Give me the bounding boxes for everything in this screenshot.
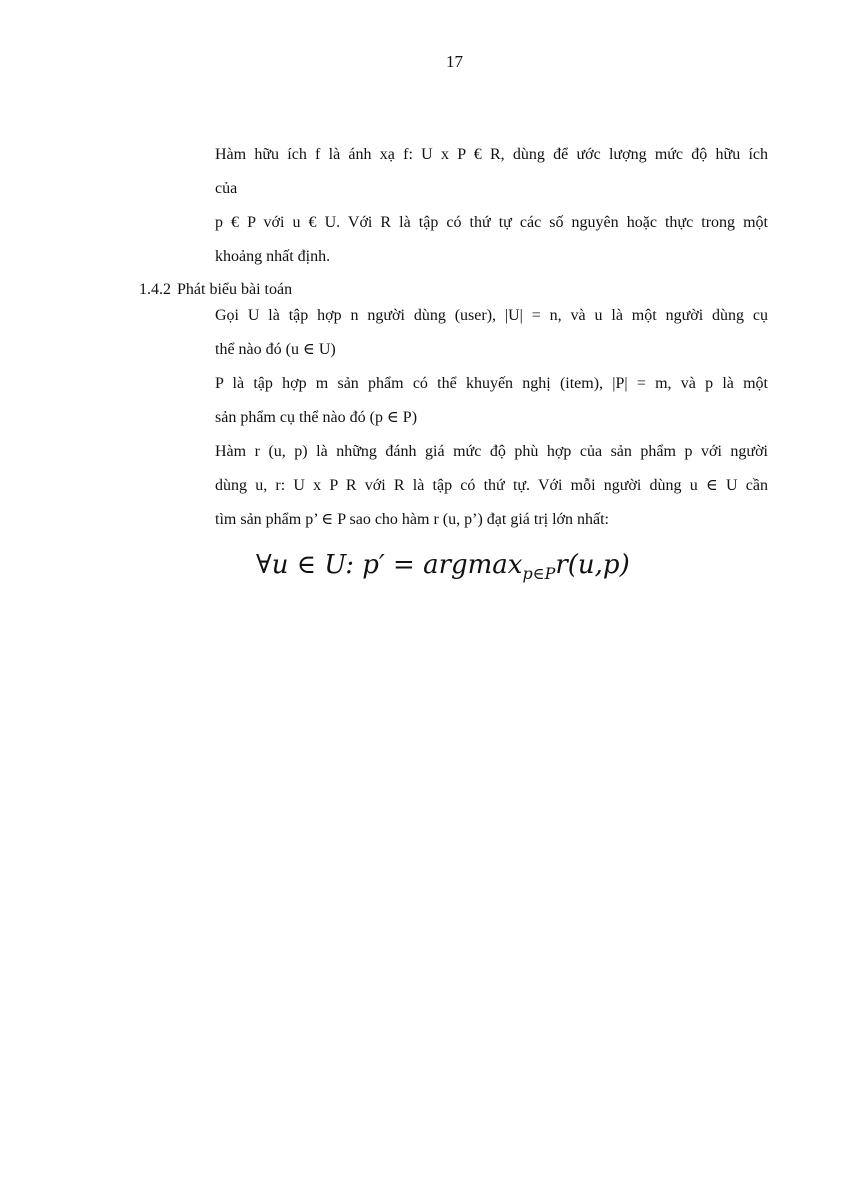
problem-line-1: Gọi U là tập hợp n người dùng (user), |U| = n, và u là một người dùng cụ [215,307,768,324]
intro-line-3: p € P với u € U. Với R là tập có thứ tự các số nguyên hoặc thực trong một [215,214,768,231]
intro-paragraph [215,138,768,274]
page-number: 17 [446,52,463,71]
problem-paragraph [215,299,768,537]
formula-lhs: ∀u ∈ U: p′ = argmax [256,550,523,580]
problem-line-3: P là tập hợp m sản phẩm có thể khuyến nghị (item), |P| = m, và p là một [215,375,768,392]
problem-line-4: sản phẩm cụ thể nào đó (p ∈ P) [215,409,418,426]
intro-line-1: Hàm hữu ích f là ánh xạ f: U x P € R, dùng để ước lượng mức độ hữu ích [215,146,768,163]
intro-line-4: khoảng nhất định. [215,248,331,265]
problem-line-5: Hàm r (u, p) là những đánh giá mức độ phù hợp của sản phẩm p với người [215,443,768,460]
problem-line-7: tìm sản phẩm p’ ∈ P sao cho hàm r (u, p’) đạt giá trị lớn nhất: [215,511,609,528]
section-number: 1.4.2 [139,281,171,298]
formula-subscript: p∈P [522,564,556,583]
section-title: Phát biểu bài toán [177,281,293,298]
problem-line-2: thể nào đó (u ∈ U) [215,341,336,358]
formula-rhs: r(u,p) [555,550,630,580]
argmax-formula [256,545,630,594]
problem-line-6: dùng u, r: U x P R với R là tập có thứ tự. Với mỗi người dùng u ∈ U cần [215,477,768,494]
section-heading [139,280,292,300]
intro-line-2: của [215,180,238,197]
